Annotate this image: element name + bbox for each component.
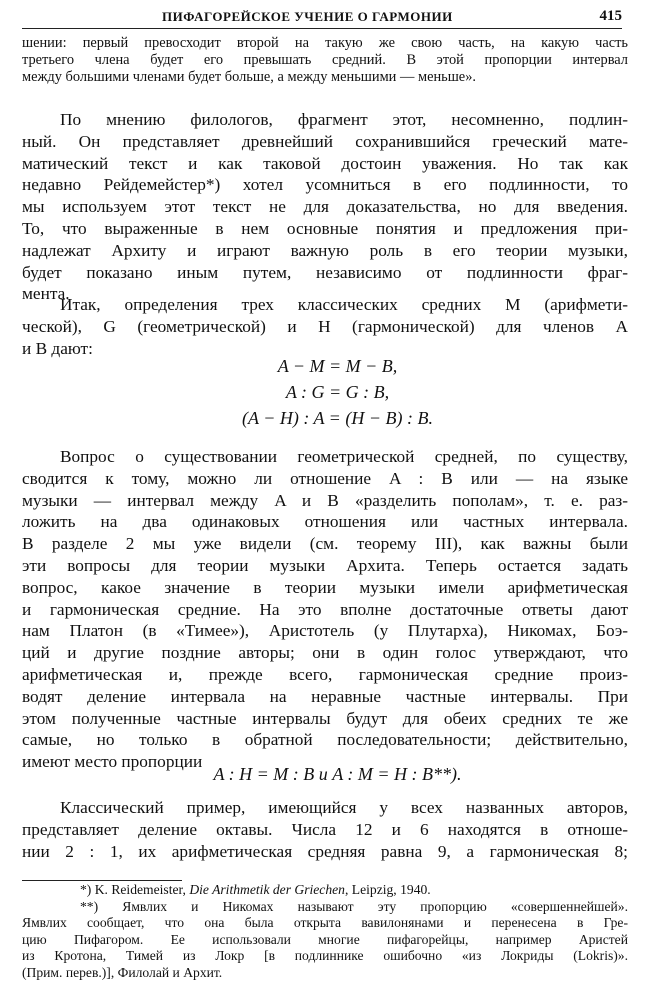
text-line: мента. — [22, 284, 70, 304]
footnote-divider — [22, 880, 182, 881]
text-line: ный. Он представляет древнейший сохранившийся греческий мате- — [22, 131, 628, 151]
footnote-1-prefix: *) K. Reidemeister, — [80, 882, 190, 897]
equation-harmonic-mean: (A − H) : A = (H − B) : B. — [242, 408, 433, 428]
text-line: арифметическая и, прежде всего, гармоническая средние произ- — [22, 664, 628, 684]
paragraph-definitions — [22, 294, 628, 359]
text-line: То, что выраженные в нем основные понятия и предложения при- — [22, 218, 628, 238]
text-line: надлежат Архиту и играют важную роль в его теории музыки, — [22, 240, 628, 260]
text-line: имеют место пропорции — [22, 752, 203, 772]
text-line: ческой), G (геометрической) и H (гармонической) для членов A — [22, 316, 628, 336]
text-line: Классический пример, имеющийся у всех названных авторов, — [60, 798, 628, 817]
equation-proportions: A : H = M : B и A : M = H : B**). — [213, 764, 462, 784]
text-line: эти вопросы для теории музыки Архита. Теперь остается задать — [22, 555, 628, 575]
footnotes — [22, 882, 628, 982]
text-line: самые, но только в обратной последовательности; действительно, — [22, 730, 628, 750]
text-line: и B дают: — [22, 338, 93, 358]
text-line: сводится к тому, можно ли отношение A : B или — на языке — [22, 468, 628, 488]
text-line: шении: первый превосходит второй на такую же свою часть, на какую часть — [22, 35, 628, 51]
text-line: музыки — интервал между A и B «разделить пополам», т. е. раз- — [22, 490, 628, 510]
page-number: 415 — [599, 8, 622, 24]
footnote-1 — [22, 882, 628, 899]
running-title: ПИФАГОРЕЙСКОЕ УЧЕНИЕ О ГАРМОНИИ — [162, 9, 453, 24]
text-line: и гармоническая средние. На это вполне достаточные ответы дают — [22, 599, 628, 619]
page-header — [22, 6, 622, 29]
text-line: нии 2 : 1, их арифметическая средняя равна 9, а гармоническая 8; — [22, 841, 628, 861]
equation-arithmetic-mean: A − M = M − B, — [277, 356, 398, 376]
footnote-1-suffix: , Leipzig, 1940. — [344, 882, 431, 897]
text-line: Итак, определения трех классических средних M (арифмети- — [60, 295, 628, 314]
footnote-2-line: **) Ямвлих и Никомах называют эту пропорцию «совершеннейшей». — [80, 898, 628, 914]
text-line: третьего члена будет его превышать средний. В этой пропорции интервал — [22, 51, 628, 68]
equation-geometric-mean: A : G = G : B, — [285, 382, 390, 402]
text-line: По мнению филологов, фрагмент этот, несомненно, подлин- — [60, 110, 628, 129]
paragraph-octave — [22, 797, 628, 862]
text-line: мы используем этот текст не для доказательства, но для введения. — [22, 197, 628, 217]
paragraph-authenticity — [22, 109, 628, 305]
text-line: между большими членами будет больше, а между меньшими — меньше». — [22, 68, 476, 85]
text-line: этом полученные частные интервалы будут для обеих средних те же — [22, 708, 628, 728]
text-line: вопрос, какое значение в теории музыки имели арифметическая — [22, 577, 628, 597]
text-line: будет показано иным путем, независимо от подлинности фраг- — [22, 262, 628, 282]
footnote-2-line: (Прим. перев.)], Филолай и Архит. — [22, 964, 223, 980]
text-line: водят деление интервала на неравные частные интервалы. При — [22, 686, 628, 706]
text-line: ложить на два одинаковых отношения или частных интервала. — [22, 512, 628, 532]
text-line: Вопрос о существовании геометрической средней, по существу, — [60, 447, 628, 466]
text-line: представляет деление октавы. Числа 12 и 6 находятся в отноше- — [22, 819, 628, 839]
footnote-2-line: Ямвлих сообщает, что она была открыта вавилонянами и перенесена в Гре- — [22, 915, 628, 931]
footnote-2-line: из Кротона, Тимей из Локр [в подлиннике ошибочно «из Локриды (Lokris)». — [22, 948, 628, 964]
text-line: ций и другие поздние авторы; они в один голос утверждают, что — [22, 643, 628, 663]
quote-continuation — [22, 35, 628, 85]
text-line: матический текст и как таковой достоин уважения. Но так как — [22, 153, 628, 173]
paragraph-geometric-mean — [22, 446, 628, 773]
text-line: нам Платон (в «Тимее»), Аристотель (у Плутарха), Никомах, Боэ- — [22, 621, 628, 641]
text-line: В разделе 2 мы уже видели (см. теорему III), как важны были — [22, 534, 628, 554]
text-line: недавно Рейдемейстер*) хотел усомниться в его подлинности, то — [22, 175, 628, 195]
footnote-1-title: Die Arithmetik der Griechen — [189, 882, 345, 897]
footnote-2-line: цию Пифагором. Ее использовали многие пифагорейцы, например Аристей — [22, 931, 628, 947]
